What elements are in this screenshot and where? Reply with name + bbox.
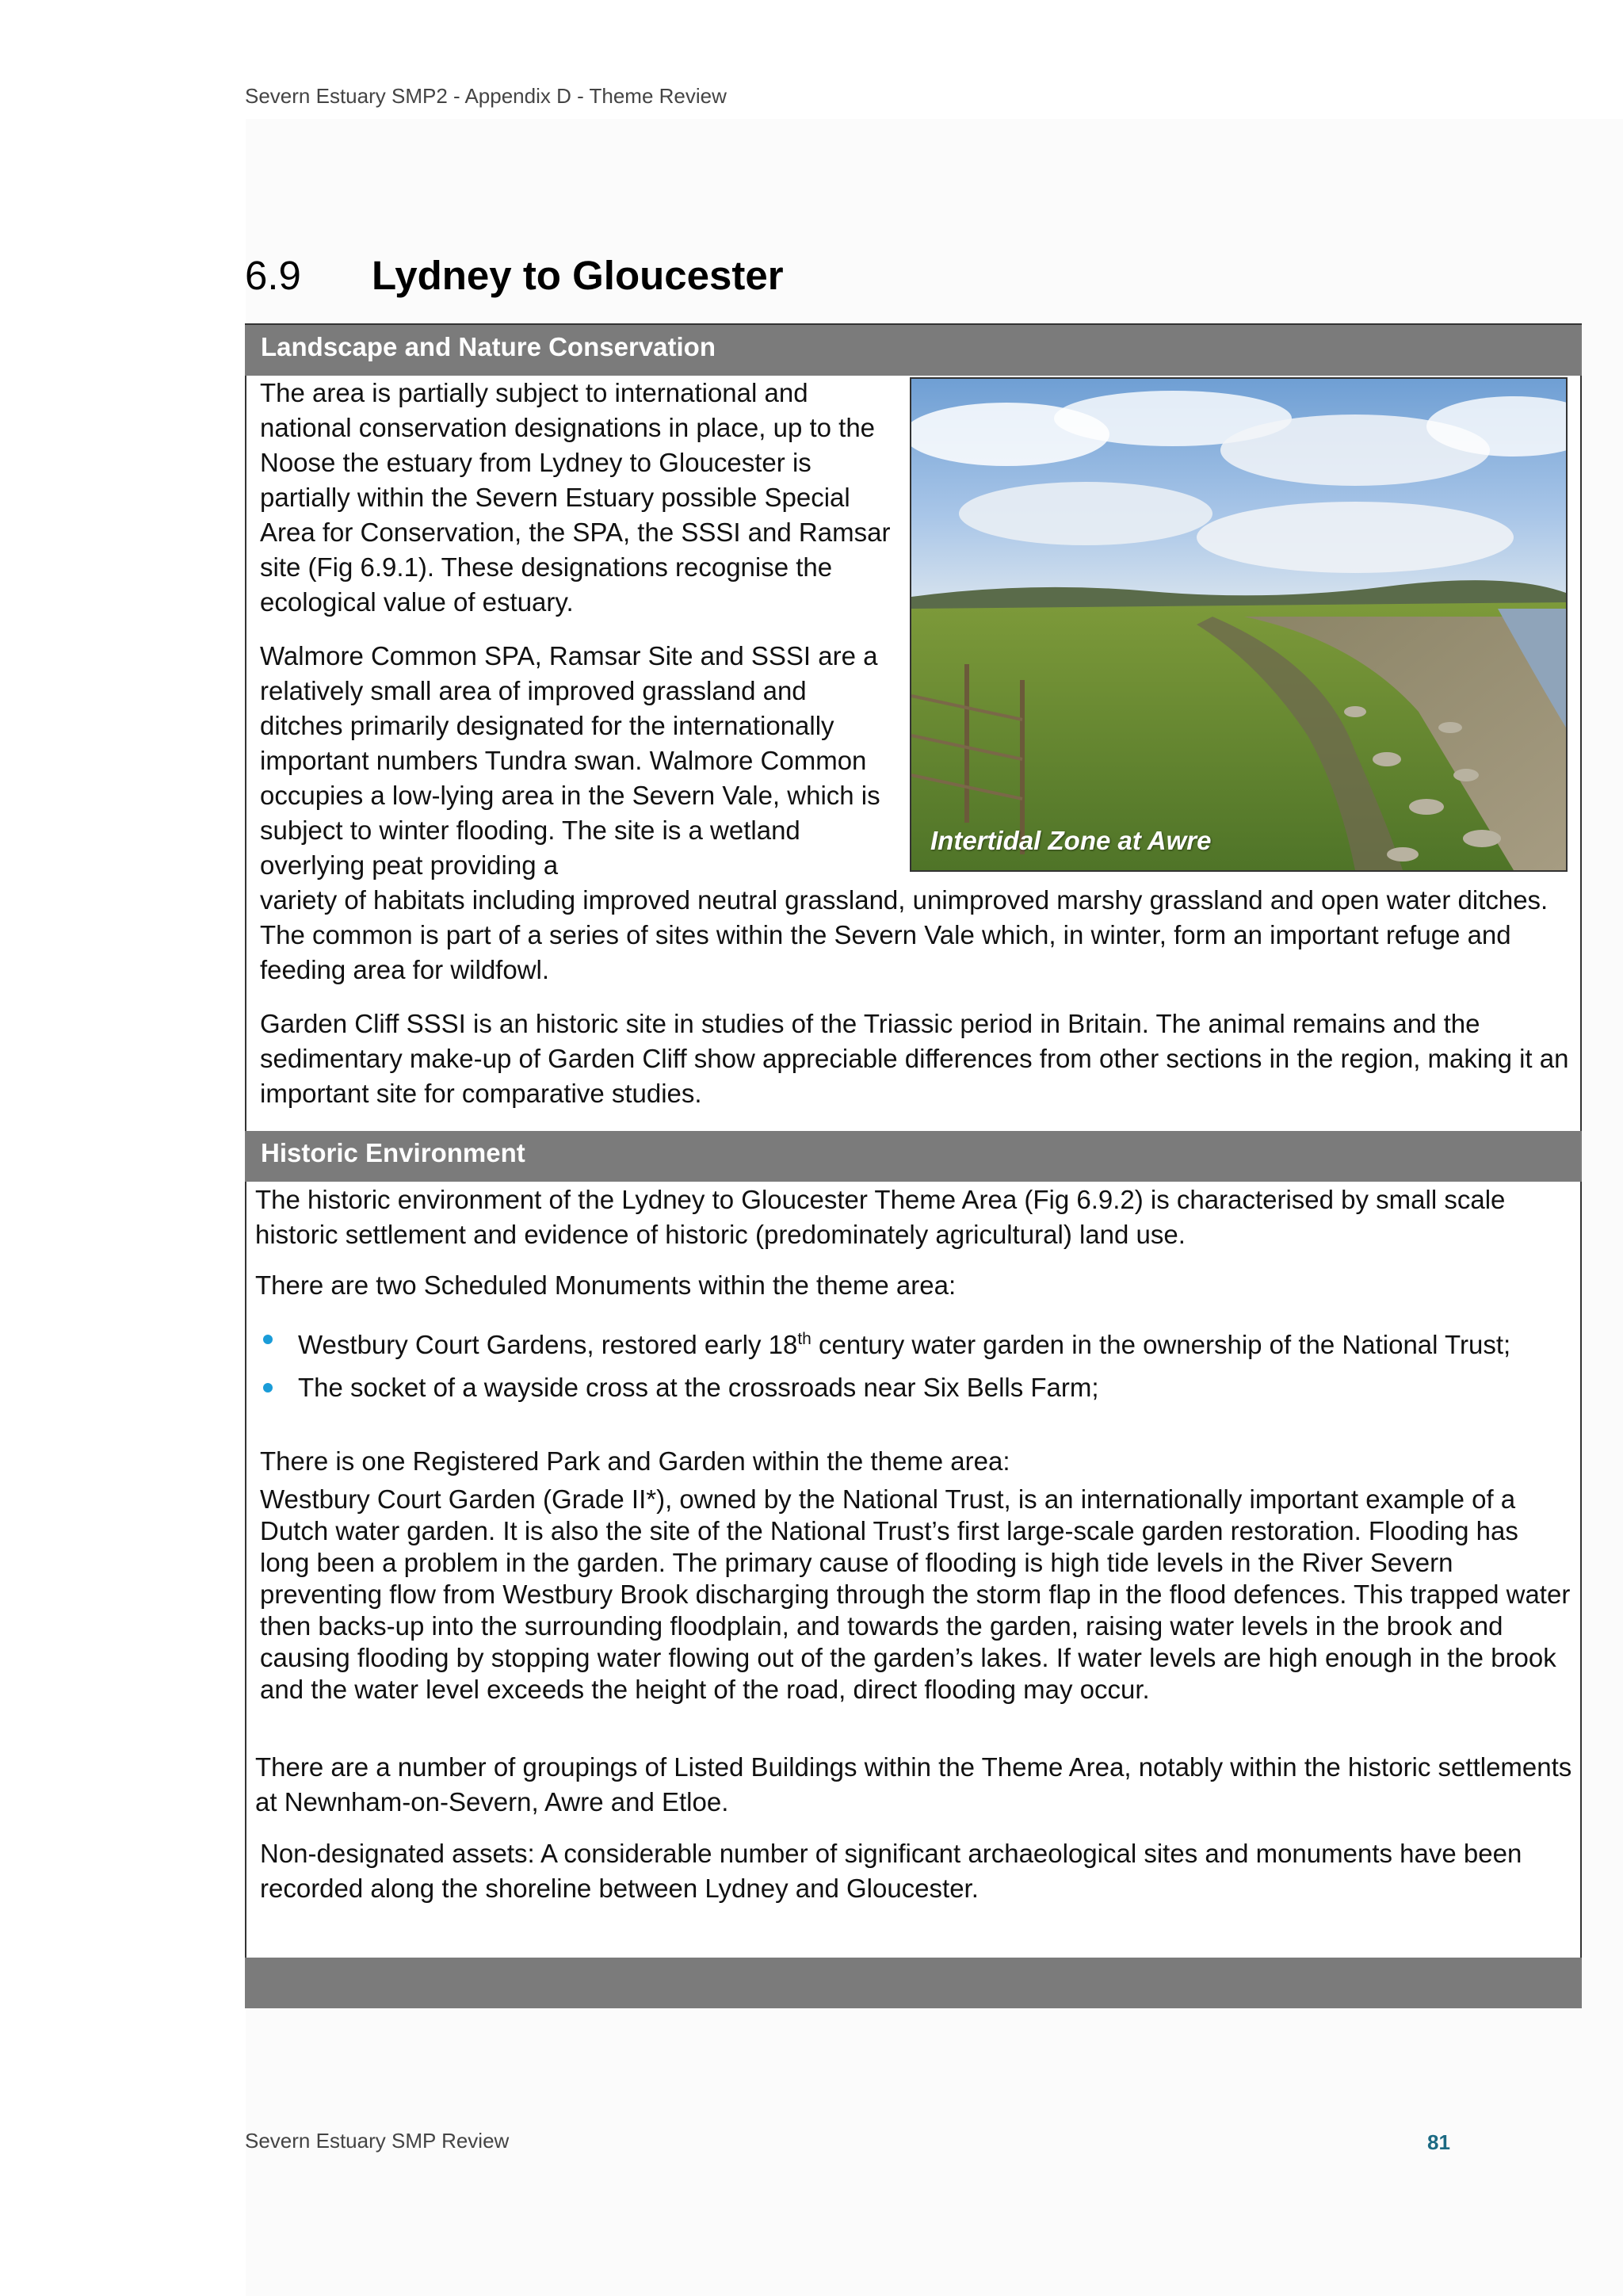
landscape-paragraph-2-continued: variety of habitats including improved neutral grassland, unimproved marshy grassland and open water ditches. The common is part of a series of sites within the Severn Vale which, in winter, form an important refuge and feeding area for wildfowl. (260, 885, 1549, 984)
historic-paragraph-1: The historic environment of the Lydney to Gloucester Theme Area (Fig 6.9.2) is characterised by small scale historic settlement and evidence of historic (predominately agricultural) land use. (255, 1185, 1506, 1249)
intertidal-photo (910, 377, 1568, 872)
landscape-paragraph-3: Garden Cliff SSSI is an historic site in studies of the Triassic period in Britain. The animal remains and the sedimentary make-up of Garden Cliff show appreciable differences from other sections in the region, making it an important site for comparative studies. (260, 1009, 1569, 1108)
list-item: Westbury Court Gardens, restored early 18th century water garden in the ownership of the National Trust; (255, 1318, 1575, 1366)
footer-title: Severn Estuary SMP Review (245, 2129, 510, 2153)
section-title: Lydney to Gloucester (372, 253, 784, 298)
historic-paragraph-4: Westbury Court Garden (Grade II*), owned by the National Trust, is an internationally important example of a Dutch water garden. It is also the site of the National Trust’s first large-scale garden restoration. Flooding has long been a problem in the garden. The primary cause of flooding is high tide levels in the River Severn preventing flow from Westbury Brook discharging through the storm flap in the flood defences. This trapped water then backs-up into the surrounding floodplain, and towards the garden, raising water levels in the brook and causing flooding by stopping water flowing out of the garden’s lakes. If water levels are high enough in the brook and the water level exceeds the height of the road, direct flooding may occur. (260, 1484, 1571, 1704)
page-number: 81 (1427, 2130, 1450, 2154)
historic-paragraph-3: There is one Registered Park and Garden within the theme area: (260, 1446, 1010, 1476)
historic-paragraph-2: There are two Scheduled Monuments within the theme area: (255, 1270, 957, 1300)
scheduled-monuments-list (255, 1318, 1575, 1409)
historic-paragraph-6: Non-designated assets: A considerable number of significant archaeological sites and monuments have been recorded along the shoreline between Lydney and Gloucester. (260, 1839, 1522, 1903)
landscape-heading: Landscape and Nature Conservation (245, 325, 1582, 376)
landscape-paragraph-2: Walmore Common SPA, Ramsar Site and SSSI are a relatively small area of improved grassland and ditches primarily designated for the internationally important numbers Tundra swan. Walmore Common occupies a low-lying area in the Severn Vale, which is subject to winter flooding. The site is a wetland overlying peat providing a (260, 641, 880, 880)
photo-caption: Intertidal Zone at Awre (930, 826, 1212, 855)
section-number: 6.9 (245, 253, 301, 298)
landscape-paragraph-1: The area is partially subject to international and national conservation designations in place, up to the Noose the estuary from Lydney to Gloucester is partially within the Severn Estuary possible Special Area for Conservation, the SPA, the SSSI and Ramsar site (Fig 6.9.1). These designations recognise the ecological value of estuary. (260, 378, 891, 617)
historic-heading: Historic Environment (245, 1131, 1582, 1182)
empty-table-band (245, 1958, 1582, 2008)
historic-paragraph-5: There are a number of groupings of Listed Buildings within the Theme Area, notably within the historic settlements at Newnham-on-Severn, Awre and Etloe. (255, 1752, 1572, 1817)
running-header: Severn Estuary SMP2 - Appendix D - Theme Review (245, 84, 727, 108)
list-item: The socket of a wayside cross at the crossroads near Six Bells Farm; (255, 1366, 1575, 1409)
landscape-photo-image (911, 379, 1566, 870)
section-heading (245, 252, 784, 299)
